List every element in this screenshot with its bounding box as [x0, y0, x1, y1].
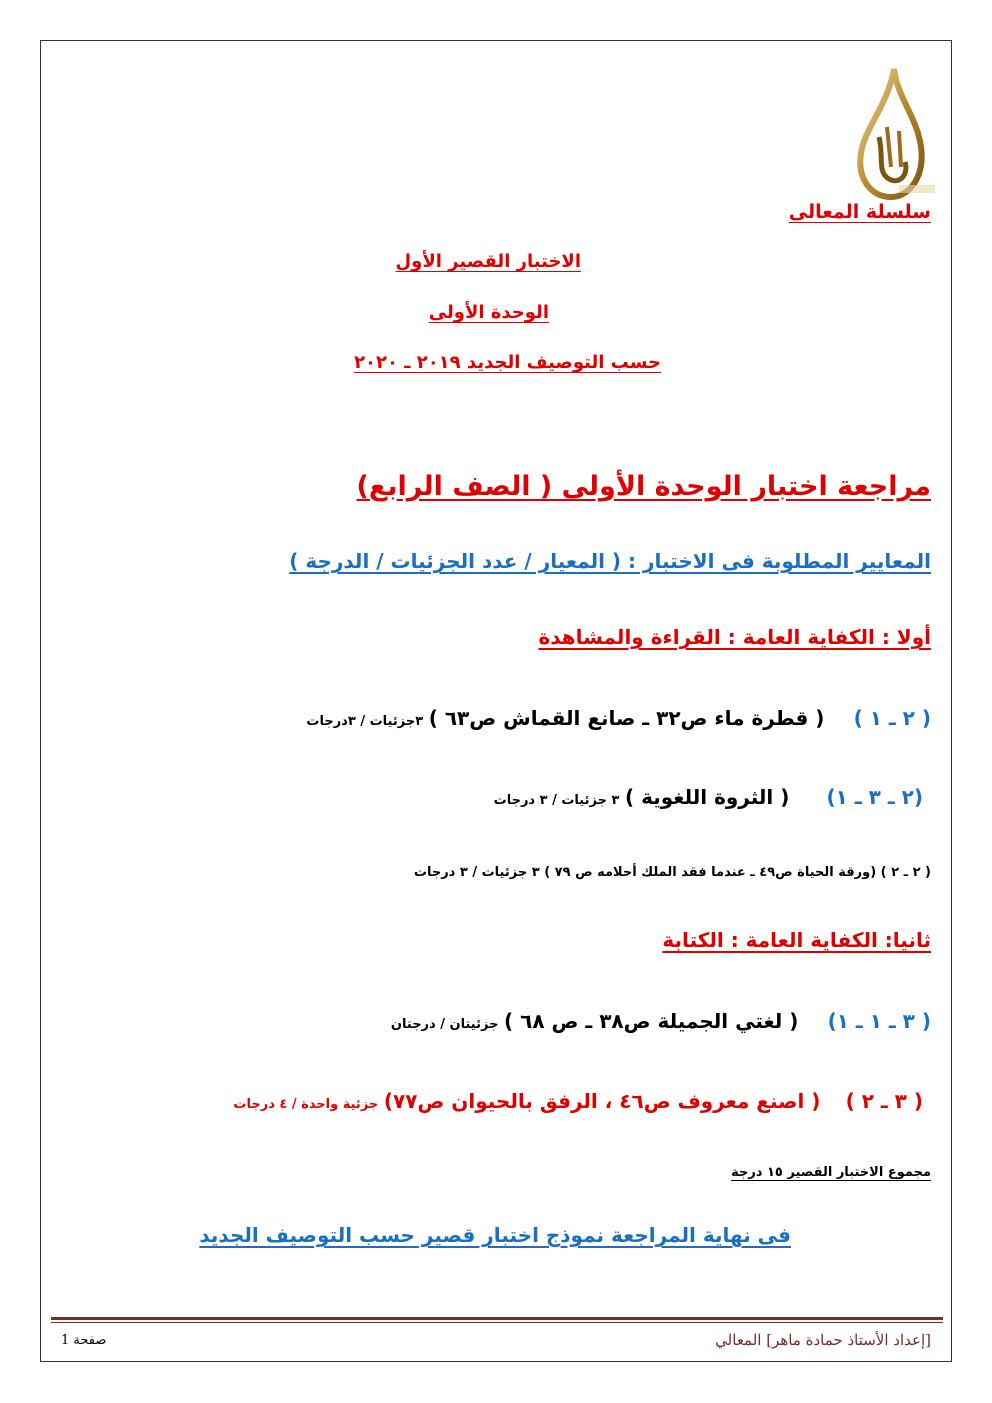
footer-divider	[51, 1317, 943, 1320]
item-row-1	[306, 706, 931, 730]
item-detail: جزئية واحدة / ٤ درجات	[233, 1097, 379, 1112]
page-number: صفحة 1	[61, 1333, 107, 1348]
item-topic: ( الثروة اللغوية )	[625, 785, 790, 809]
document-page	[40, 40, 952, 1362]
criteria-line: المعايير المطلوبة فى الاختبار : ( المعيار / عدد الجزئيات / الدرجة )	[289, 549, 931, 573]
item-row-2	[494, 785, 923, 809]
unit-title: الوحدة الأولى	[428, 302, 549, 323]
total-line: مجموع الاختبار القصير ١٥ درجة	[731, 1165, 931, 1180]
item-detail: جزئيتان / درجتان	[390, 1017, 499, 1032]
closing-line: فى نهاية المراجعة نموذج اختبار قصير حسب التوصيف الجديد	[199, 1223, 791, 1247]
item-detail: ٣جزئيات / ٣درجات	[306, 714, 424, 729]
item-code: ( ٣ ـ ٢ )	[845, 1089, 923, 1113]
quiz-title: الاختبار القصير الأول	[395, 251, 581, 272]
section-reading: أولا : الكفاية العامة : القراءة والمشاهدة	[538, 625, 931, 649]
item-code: (٢ ـ ٣ ـ ١)	[826, 785, 923, 809]
item-topic: ( لغتي الجميلة ص٣٨ ـ ص ٦٨ )	[504, 1009, 799, 1033]
item-row-3: ( ٢ ـ ٢ ) (ورقة الحياة ص٤٩ ـ عندما فقد الملك أحلامه ص ٧٩ ) ٣ جزئيات / ٣ درجات	[413, 865, 931, 880]
item-row-4	[391, 1009, 931, 1033]
footer-author: [إعداد الأستاذ حمادة ماهر] المعالي	[715, 1331, 931, 1349]
item-topic: ( قطرة ماء ص٣٢ ـ صانع القماش ص٦٣ )	[428, 706, 825, 730]
footer-divider-thin	[51, 1322, 943, 1323]
logo	[839, 67, 939, 207]
item-code: ( ٣ ـ ١ ـ ١)	[827, 1009, 931, 1033]
series-title: سلسلة المعالى	[788, 201, 931, 223]
item-row-5	[233, 1089, 923, 1113]
item-code: ( ٢ ـ ١ )	[853, 706, 931, 730]
item-detail: ٣ جزئيات / ٣ درجات	[493, 793, 620, 808]
item-topic: ( اصنع معروف ص٤٦ ، الرفق بالحيوان ص٧٧)	[383, 1089, 821, 1113]
review-title: مراجعة اختبار الوحدة الأولى ( الصف الرابع)	[356, 471, 931, 502]
section-writing: ثانيا: الكفاية العامة : الكتابة	[662, 928, 931, 952]
spec-title: حسب التوصيف الجديد ٢٠١٩ ـ ٢٠٢٠	[354, 352, 661, 373]
